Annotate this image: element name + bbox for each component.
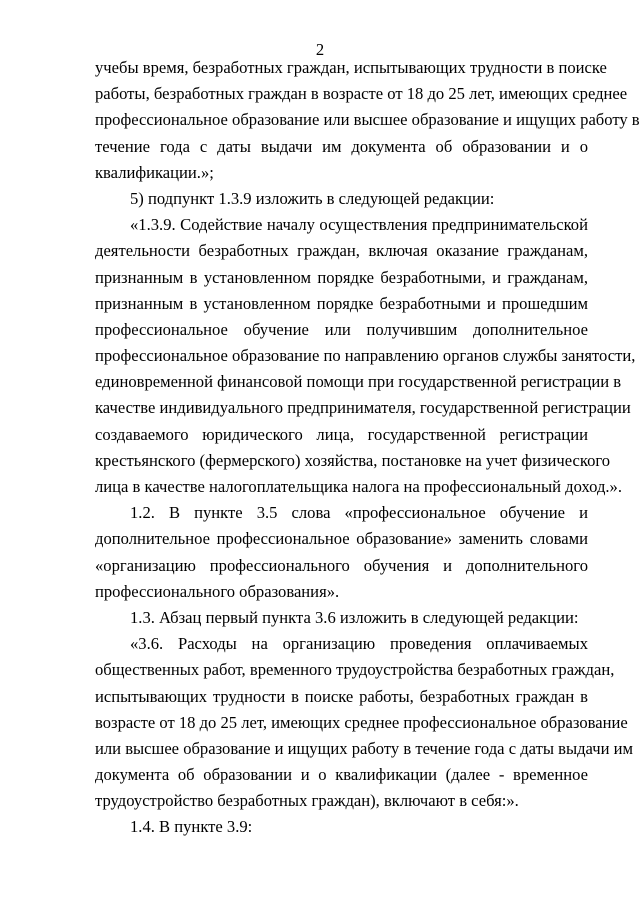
- paragraph-quote-1-3-9: [95, 212, 636, 500]
- paragraph-item-1-3: [95, 605, 588, 631]
- text-line: «3.6. Расходы на организацию проведения оплачиваемых: [130, 634, 588, 654]
- text-line: возрасте от 18 до 25 лет, имеющих среднее профессиональное образование: [95, 712, 628, 732]
- text-line: профессиональное образование по направлению органов службы занятости,: [95, 346, 636, 366]
- text-line: трудоустройство безработных граждан), включают в себя:».: [95, 791, 519, 811]
- text-line: профессиональное обучение или получившим дополнительное: [95, 319, 588, 339]
- paragraph-subitem-5: [95, 186, 588, 212]
- paragraph-item-1-4: [95, 814, 588, 840]
- paragraph-continuation: [95, 55, 640, 186]
- text-line: деятельности безработных граждан, включая оказание гражданам,: [95, 241, 588, 261]
- text-line: или высшее образование и ищущих работу в течение года с даты выдачи им: [95, 738, 634, 758]
- text-line: испытывающих трудности в поиске работы, безработных граждан в: [95, 686, 588, 706]
- text-line: дополнительное профессиональное образование» заменить словами: [95, 529, 588, 549]
- text-line: работы, безработных граждан в возрасте от 18 до 25 лет, имеющих среднее: [95, 84, 628, 104]
- text-line: единовременной финансовой помощи при государственной регистрации в: [95, 372, 622, 392]
- paragraph-item-1-2: [95, 500, 588, 605]
- text-line: 1.3. Абзац первый пункта 3.6 изложить в следующей редакции:: [130, 607, 579, 627]
- text-line: 1.4. В пункте 3.9:: [130, 817, 253, 837]
- text-line: качестве индивидуального предпринимателя, государственной регистрации: [95, 398, 631, 418]
- text-line: «1.3.9. Содействие началу осуществления предпринимательской: [130, 215, 588, 235]
- text-line: лица в качестве налогоплательщика налога на профессиональный доход.».: [95, 477, 622, 496]
- text-line: квалификации.»;: [95, 162, 214, 182]
- text-line: крестьянского (фермерского) хозяйства, постановке на учет физического: [95, 450, 611, 470]
- text-line: течение года с даты выдачи им документа об образовании и о: [95, 136, 588, 156]
- text-line: профессионального образования».: [95, 581, 340, 601]
- page-number: 2: [315, 40, 325, 59]
- text-line: «организацию профессионального обучения и дополнительного: [95, 555, 588, 575]
- text-line: создаваемого юридического лица, государственной регистрации: [95, 424, 588, 444]
- paragraph-quote-3-6: [95, 631, 634, 814]
- text-line: признанным в установленном порядке безработными, и гражданам,: [95, 267, 588, 287]
- text-line: профессиональное образование или высшее образование и ищущих работу в: [95, 110, 640, 130]
- text-line: признанным в установленном порядке безработными и прошедшим: [95, 293, 588, 313]
- text-line: 5) подпункт 1.3.9 изложить в следующей редакции:: [130, 188, 495, 208]
- text-line: учебы время, безработных граждан, испытывающих трудности в поиске: [95, 58, 607, 77]
- text-line: общественных работ, временного трудоустройства безработных граждан,: [95, 660, 615, 680]
- text-line: 1.2. В пункте 3.5 слова «профессиональное обучение и: [130, 503, 588, 523]
- text-line: документа об образовании и о квалификации (далее - временное: [95, 765, 588, 785]
- document-body: [95, 55, 640, 841]
